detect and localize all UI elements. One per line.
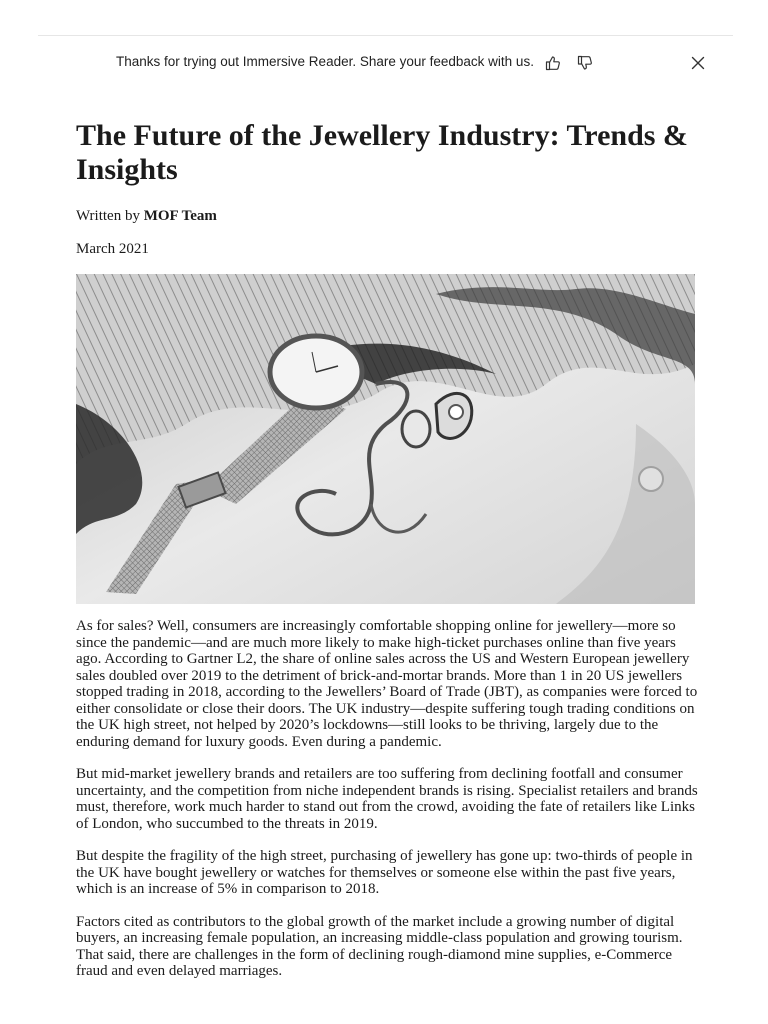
paragraph: As for sales? Well, consumers are increasingly comfortable shopping online for jewellery—more so since the pandemic—and are much more likely to make high-ticket purchases online than five years ago. According to Gartner L2, the share of online sales across the US and Western European jewellery sales doubled over 2019 to the detriment of brick-and-mortar brands. More than 1 in 20 US jewellers stopped trading in 2018, according to the Jewellers’ Board of Trade (JBT), as companies were forced to either consolidate or close their doors. The UK industry—despite suffering tough trading conditions on the UK high street, not helped by 2020’s lockdowns—still looks to be thriving, largely due to the enduring demand for luxury goods. Even during a pandemic. <box>76 618 698 750</box>
hero-image <box>76 274 695 604</box>
thumbs-up-icon[interactable] <box>542 52 564 74</box>
article-body <box>76 618 701 996</box>
author-name: MOF Team <box>143 208 217 224</box>
close-icon[interactable] <box>687 52 709 74</box>
paragraph: Factors cited as contributors to the global growth of the market include a growing number of digital buyers, an increasing female population, an increasing middle-class population and growing tourism. That said, there are challenges in the form of declining rough-diamond mine supplies, e-Commerce fraud and even delayed marriages. <box>76 913 683 979</box>
feedback-message: Thanks for trying out Immersive Reader. Share your feedback with us. <box>116 54 534 69</box>
paragraph: But despite the fragility of the high street, purchasing of jewellery has gone up: two-thirds of people in the UK have bought jewellery or watches for themselves or someone else within the past five years, which is an increase of 5% in comparison to 2018. <box>76 848 693 897</box>
article-byline <box>76 208 217 225</box>
byline-prefix: Written by <box>76 208 144 224</box>
feedback-bar <box>0 52 768 74</box>
article-date: March 2021 <box>76 241 149 257</box>
paragraph: But mid-market jewellery brands and retailers are too suffering from declining footfall and consumer uncertainty, and the competition from niche independent brands is rising. Specialist retailers and brands must, therefore, work much harder to stand out from the crowd, avoiding the fate of retailers like Links of London, who succumbed to the threats in 2019. <box>76 766 698 832</box>
bottom-fade <box>0 990 768 1024</box>
top-divider <box>38 35 733 36</box>
thumbs-down-icon[interactable] <box>574 52 596 74</box>
article-title: The Future of the Jewellery Industry: Trends & Insights <box>76 119 688 186</box>
